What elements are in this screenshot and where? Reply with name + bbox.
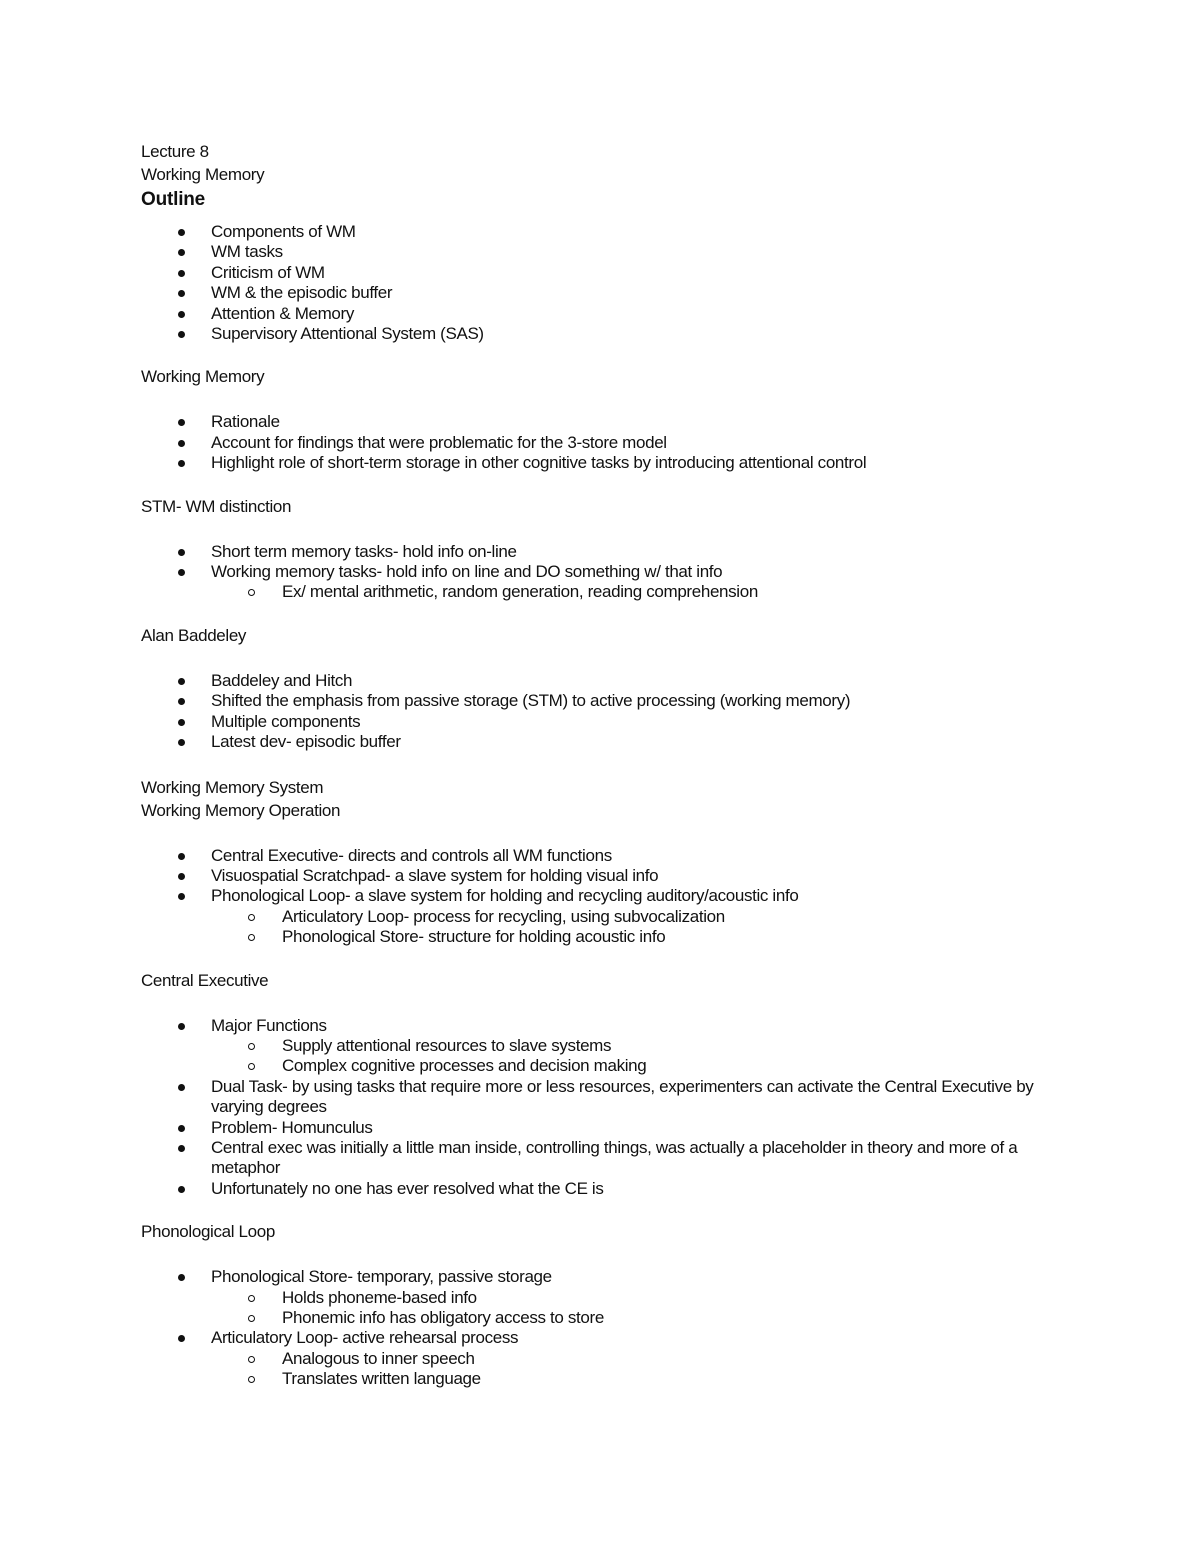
section-heading-baddeley: Alan Baddeley (141, 625, 247, 645)
list-item: Criticism of WM (141, 263, 1071, 283)
bullet-icon (178, 1084, 185, 1091)
list-item: Working memory tasks- hold info on line and DO something w/ that info Ex/ mental arithmetic, random generation, reading comprehension (141, 562, 1071, 603)
section-heading-working-memory: Working Memory (141, 367, 265, 387)
outline-heading: Outline (141, 189, 206, 210)
list-item: Supervisory Attentional System (SAS) (141, 324, 1071, 344)
central-executive-list (141, 1016, 1071, 1200)
sub-list-item: Translates written language (211, 1369, 1071, 1389)
bullet-icon (178, 460, 185, 467)
sub-list-item: Analogous to inner speech (211, 1349, 1071, 1369)
list-item: WM & the episodic buffer (141, 283, 1071, 303)
hollow-bullet-icon (248, 914, 255, 921)
sub-list (211, 1288, 1071, 1329)
sub-list-item: Articulatory Loop- process for recycling, using subvocalization (211, 907, 1071, 927)
baddeley-list (141, 671, 1071, 753)
working-memory-list (141, 412, 1071, 473)
bullet-icon (178, 739, 185, 746)
bullet-icon (178, 1023, 185, 1030)
sub-list (211, 907, 1071, 948)
wm-operation-list (141, 846, 1071, 948)
sub-list (211, 582, 1071, 602)
bullet-icon (178, 719, 185, 726)
hollow-bullet-icon (248, 934, 255, 941)
bullet-icon (178, 1335, 185, 1342)
list-item: Dual Task- by using tasks that require more or less resources, experimenters can activate the Central Executive by varying degrees (141, 1077, 1071, 1118)
bullet-icon (178, 1186, 185, 1193)
lecture-label: Lecture 8 (141, 142, 209, 161)
sub-list (211, 1349, 1071, 1390)
list-item: Central Executive- directs and controls all WM functions (141, 846, 1071, 866)
sub-list-item: Complex cognitive processes and decision making (211, 1056, 1071, 1076)
bullet-icon (178, 311, 185, 318)
bullet-icon (178, 873, 185, 880)
hollow-bullet-icon (248, 1043, 255, 1050)
bullet-icon (178, 331, 185, 338)
bullet-icon (178, 290, 185, 297)
section-heading-phonological-loop: Phonological Loop (141, 1222, 275, 1242)
list-item: Highlight role of short-term storage in other cognitive tasks by introducing attentional control (141, 453, 1071, 473)
list-item: Shifted the emphasis from passive storage (STM) to active processing (working memory) (141, 691, 1071, 711)
list-item: Central exec was initially a little man inside, controlling things, was actually a placeholder in theory and more of a metaphor (141, 1138, 1071, 1179)
bullet-icon (178, 249, 185, 256)
bullet-icon (178, 440, 185, 447)
bullet-icon (178, 678, 185, 685)
bullet-icon (178, 549, 185, 556)
list-item: Major Functions Supply attentional resources to slave systems Complex cognitive processes and decision making (141, 1016, 1071, 1077)
outline-list (141, 222, 1071, 344)
bullet-icon (178, 270, 185, 277)
list-item: Components of WM (141, 222, 1071, 242)
list-item: Visuospatial Scratchpad- a slave system for holding visual info (141, 866, 1071, 886)
bullet-icon (178, 569, 185, 576)
bullet-icon (178, 893, 185, 900)
section-heading-stm-wm: STM- WM distinction (141, 496, 292, 516)
hollow-bullet-icon (248, 1356, 255, 1363)
list-item: Articulatory Loop- active rehearsal process Analogous to inner speech Translates written language (141, 1328, 1071, 1389)
bullet-icon (178, 1125, 185, 1132)
section-heading-central-executive: Central Executive (141, 970, 269, 990)
list-item: Multiple components (141, 712, 1071, 732)
bullet-icon (178, 853, 185, 860)
hollow-bullet-icon (248, 589, 255, 596)
sub-list-item: Phonological Store- structure for holding acoustic info (211, 927, 1071, 947)
bullet-icon (178, 1145, 185, 1152)
phonological-loop-list (141, 1267, 1071, 1389)
bullet-icon (178, 229, 185, 236)
section-heading-wm-operation: Working Memory Operation (141, 800, 341, 820)
list-item: Short term memory tasks- hold info on-line (141, 542, 1071, 562)
list-item: Attention & Memory (141, 304, 1071, 324)
sub-list-item: Holds phoneme-based info (211, 1288, 1071, 1308)
list-item: Phonological Store- temporary, passive storage Holds phoneme-based info Phonemic info has obligatory access to store (141, 1267, 1071, 1328)
sub-list-item: Supply attentional resources to slave systems (211, 1036, 1071, 1056)
hollow-bullet-icon (248, 1376, 255, 1383)
lecture-topic: Working Memory (141, 165, 265, 184)
stm-wm-list (141, 542, 1071, 603)
sub-list-item: Ex/ mental arithmetic, random generation, reading comprehension (211, 582, 1071, 602)
list-item: Baddeley and Hitch (141, 671, 1071, 691)
document-page (141, 140, 1071, 1390)
list-item: Rationale (141, 412, 1071, 432)
list-item: Phonological Loop- a slave system for holding and recycling auditory/acoustic info Articulatory Loop- process for recycling, using subvocalization Phonological Store- structure for holding acoustic info (141, 886, 1071, 947)
list-item: Unfortunately no one has ever resolved what the CE is (141, 1179, 1071, 1199)
sub-list (211, 1036, 1071, 1077)
hollow-bullet-icon (248, 1063, 255, 1070)
bullet-icon (178, 698, 185, 705)
hollow-bullet-icon (248, 1295, 255, 1302)
section-heading-wm-system: Working Memory System (141, 777, 324, 797)
bullet-icon (178, 1274, 185, 1281)
list-item: WM tasks (141, 242, 1071, 262)
list-item: Problem- Homunculus (141, 1118, 1071, 1138)
list-item: Account for findings that were problematic for the 3-store model (141, 433, 1071, 453)
hollow-bullet-icon (248, 1315, 255, 1322)
list-item: Latest dev- episodic buffer (141, 732, 1071, 752)
sub-list-item: Phonemic info has obligatory access to store (211, 1308, 1071, 1328)
bullet-icon (178, 419, 185, 426)
